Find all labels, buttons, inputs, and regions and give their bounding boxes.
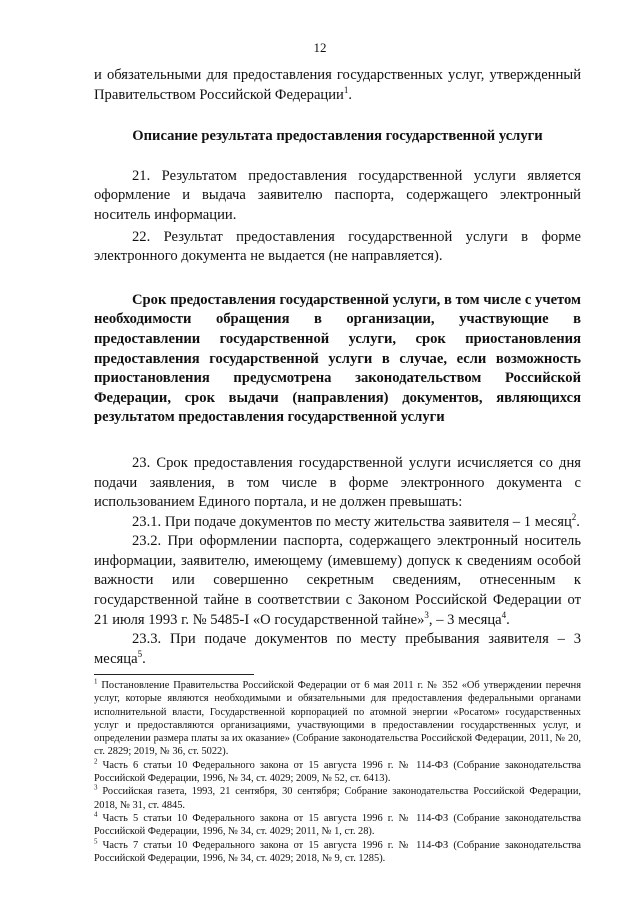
- footnote-text: Часть 7 статьи 10 Федерального закона от 15 августа 1996 г. № 114-ФЗ (Собрание законодательства Российской Федерации, 1996, № 34, ст. 4029; 2018, № 9, ст. 1285).: [94, 839, 581, 864]
- footnote-5: [94, 839, 581, 866]
- paragraph-23-2-text: 23.2. При оформлении паспорта, содержащего электронный носитель информации, заявителю, имеющему (имевшему) допуск к сведениям особой важности или совершенно секретным сведениям, отнесенным к государственной тайне в соответствии с Законом Российской Федерации от 21 июля 1993 г. № 5485-I «О государственной тайне»: [94, 533, 581, 628]
- footnote-1: [94, 679, 581, 759]
- section-heading-term: Срок предоставления государственной услуги, в том числе с учетом необходимости обращения в организации, участвующие в предоставлении государственной услуги, срок приостановления предоставления государственной услуги в случае, если возможность приостановления предусмотрена законодательством Российской Федерации, срок выдачи (направления) документов, являющихся результатом предоставления государственной услуги: [94, 291, 581, 426]
- paragraph-23-1: [94, 513, 581, 533]
- footnote-text: Часть 6 статьи 10 Федерального закона от 15 августа 1996 г. № 114-ФЗ (Собрание законодательства Российской Федерации, 1996, № 34, ст. 4029; 2009, № 52, ст. 6413).: [94, 759, 581, 785]
- footnote-separator: [94, 674, 254, 675]
- footnote-ref-5[interactable]: 5: [137, 648, 143, 659]
- paragraph-23-1-end: .: [576, 513, 580, 530]
- paragraph-23-1-text: 23.1. При подаче документов по месту жительства заявителя – 1 месяц: [132, 513, 572, 530]
- paragraph-23-2-tail: , – 3 месяца: [428, 611, 502, 628]
- footnote-ref-4[interactable]: 4: [501, 609, 507, 620]
- footnote-text: Постановление Правительства Российской Федерации от 6 мая 2011 г. № 352 «Об утверждении перечня услуг, которые являются необходимыми и обязательными для предоставления федеральными органами исполнительной власти, Государственной корпорацией по атомной энергии «Росатом» государственных услуг и предоставляются организациями, участвующими в предоставлении государственных услуг, и определении размера платы за их оказание» (Собрание законодательства Российской Федерации, 2011, № 20, ст. 2829; 2019, № 36, ст. 5022).: [94, 680, 581, 758]
- footnote-3: [94, 785, 581, 812]
- paragraph-intro-text: и обязательными для предоставления государственных услуг, утвержденный Правительством Российской Федерации: [94, 67, 581, 103]
- paragraph-21: 21. Результатом предоставления государственной услуги является оформление и выдача заявителю паспорта, содержащего электронный носитель информации.: [94, 167, 581, 223]
- footnote-number: 5: [94, 837, 98, 846]
- paragraph-22: 22. Результат предоставления государственной услуги в форме электронного документа не выдается (не направляется).: [94, 228, 581, 265]
- page-number: 12: [313, 40, 327, 55]
- footnotes: [94, 679, 581, 865]
- paragraph-23-3-text: 23.3. При подаче документов по месту пребывания заявителя – 3 месяца: [94, 631, 581, 667]
- footnote-ref-1[interactable]: 1: [343, 84, 349, 95]
- paragraph-23-3-end: .: [142, 650, 146, 667]
- paragraph-intro: и обязательными для предоставления государственных услуг, утвержденный Правительством Российской Федерации$^1$.: [94, 67, 581, 103]
- paragraph-23-3: [94, 630, 581, 669]
- section-heading-result: Описание результата предоставления государственной услуги: [132, 128, 543, 145]
- paragraph-23-2: [94, 532, 581, 630]
- footnote-text: Российская газета, 1993, 21 сентября, 30 сентября; Собрание законодательства Российской Федерации, 2018, № 31, ст. 4845.: [94, 786, 581, 811]
- paragraph-23: 23. Срок предоставления государственной услуги исчисляется со дня подачи заявления, в том числе в форме электронного документа с использованием Единого портала, и не должен превышать:: [94, 454, 581, 511]
- footnote-text: Часть 5 статьи 10 Федерального закона от 15 августа 1996 г. № 114-ФЗ (Собрание законодательства Российской Федерации, 1996, № 34, ст. 4029; 2011, № 1, ст. 28).: [94, 812, 581, 838]
- footnote-ref-3[interactable]: 3: [424, 609, 429, 620]
- footnote-number: 4: [94, 810, 98, 819]
- footnote-4: [94, 812, 581, 839]
- paragraph-23-2-end: .: [506, 611, 510, 628]
- footnote-number: 3: [94, 783, 98, 792]
- footnote-ref-2[interactable]: 2: [571, 511, 577, 522]
- footnote-2: [94, 759, 581, 786]
- footnote-number: 2: [94, 757, 98, 766]
- main-text: [94, 66, 581, 669]
- footnote-number: 1: [94, 677, 98, 686]
